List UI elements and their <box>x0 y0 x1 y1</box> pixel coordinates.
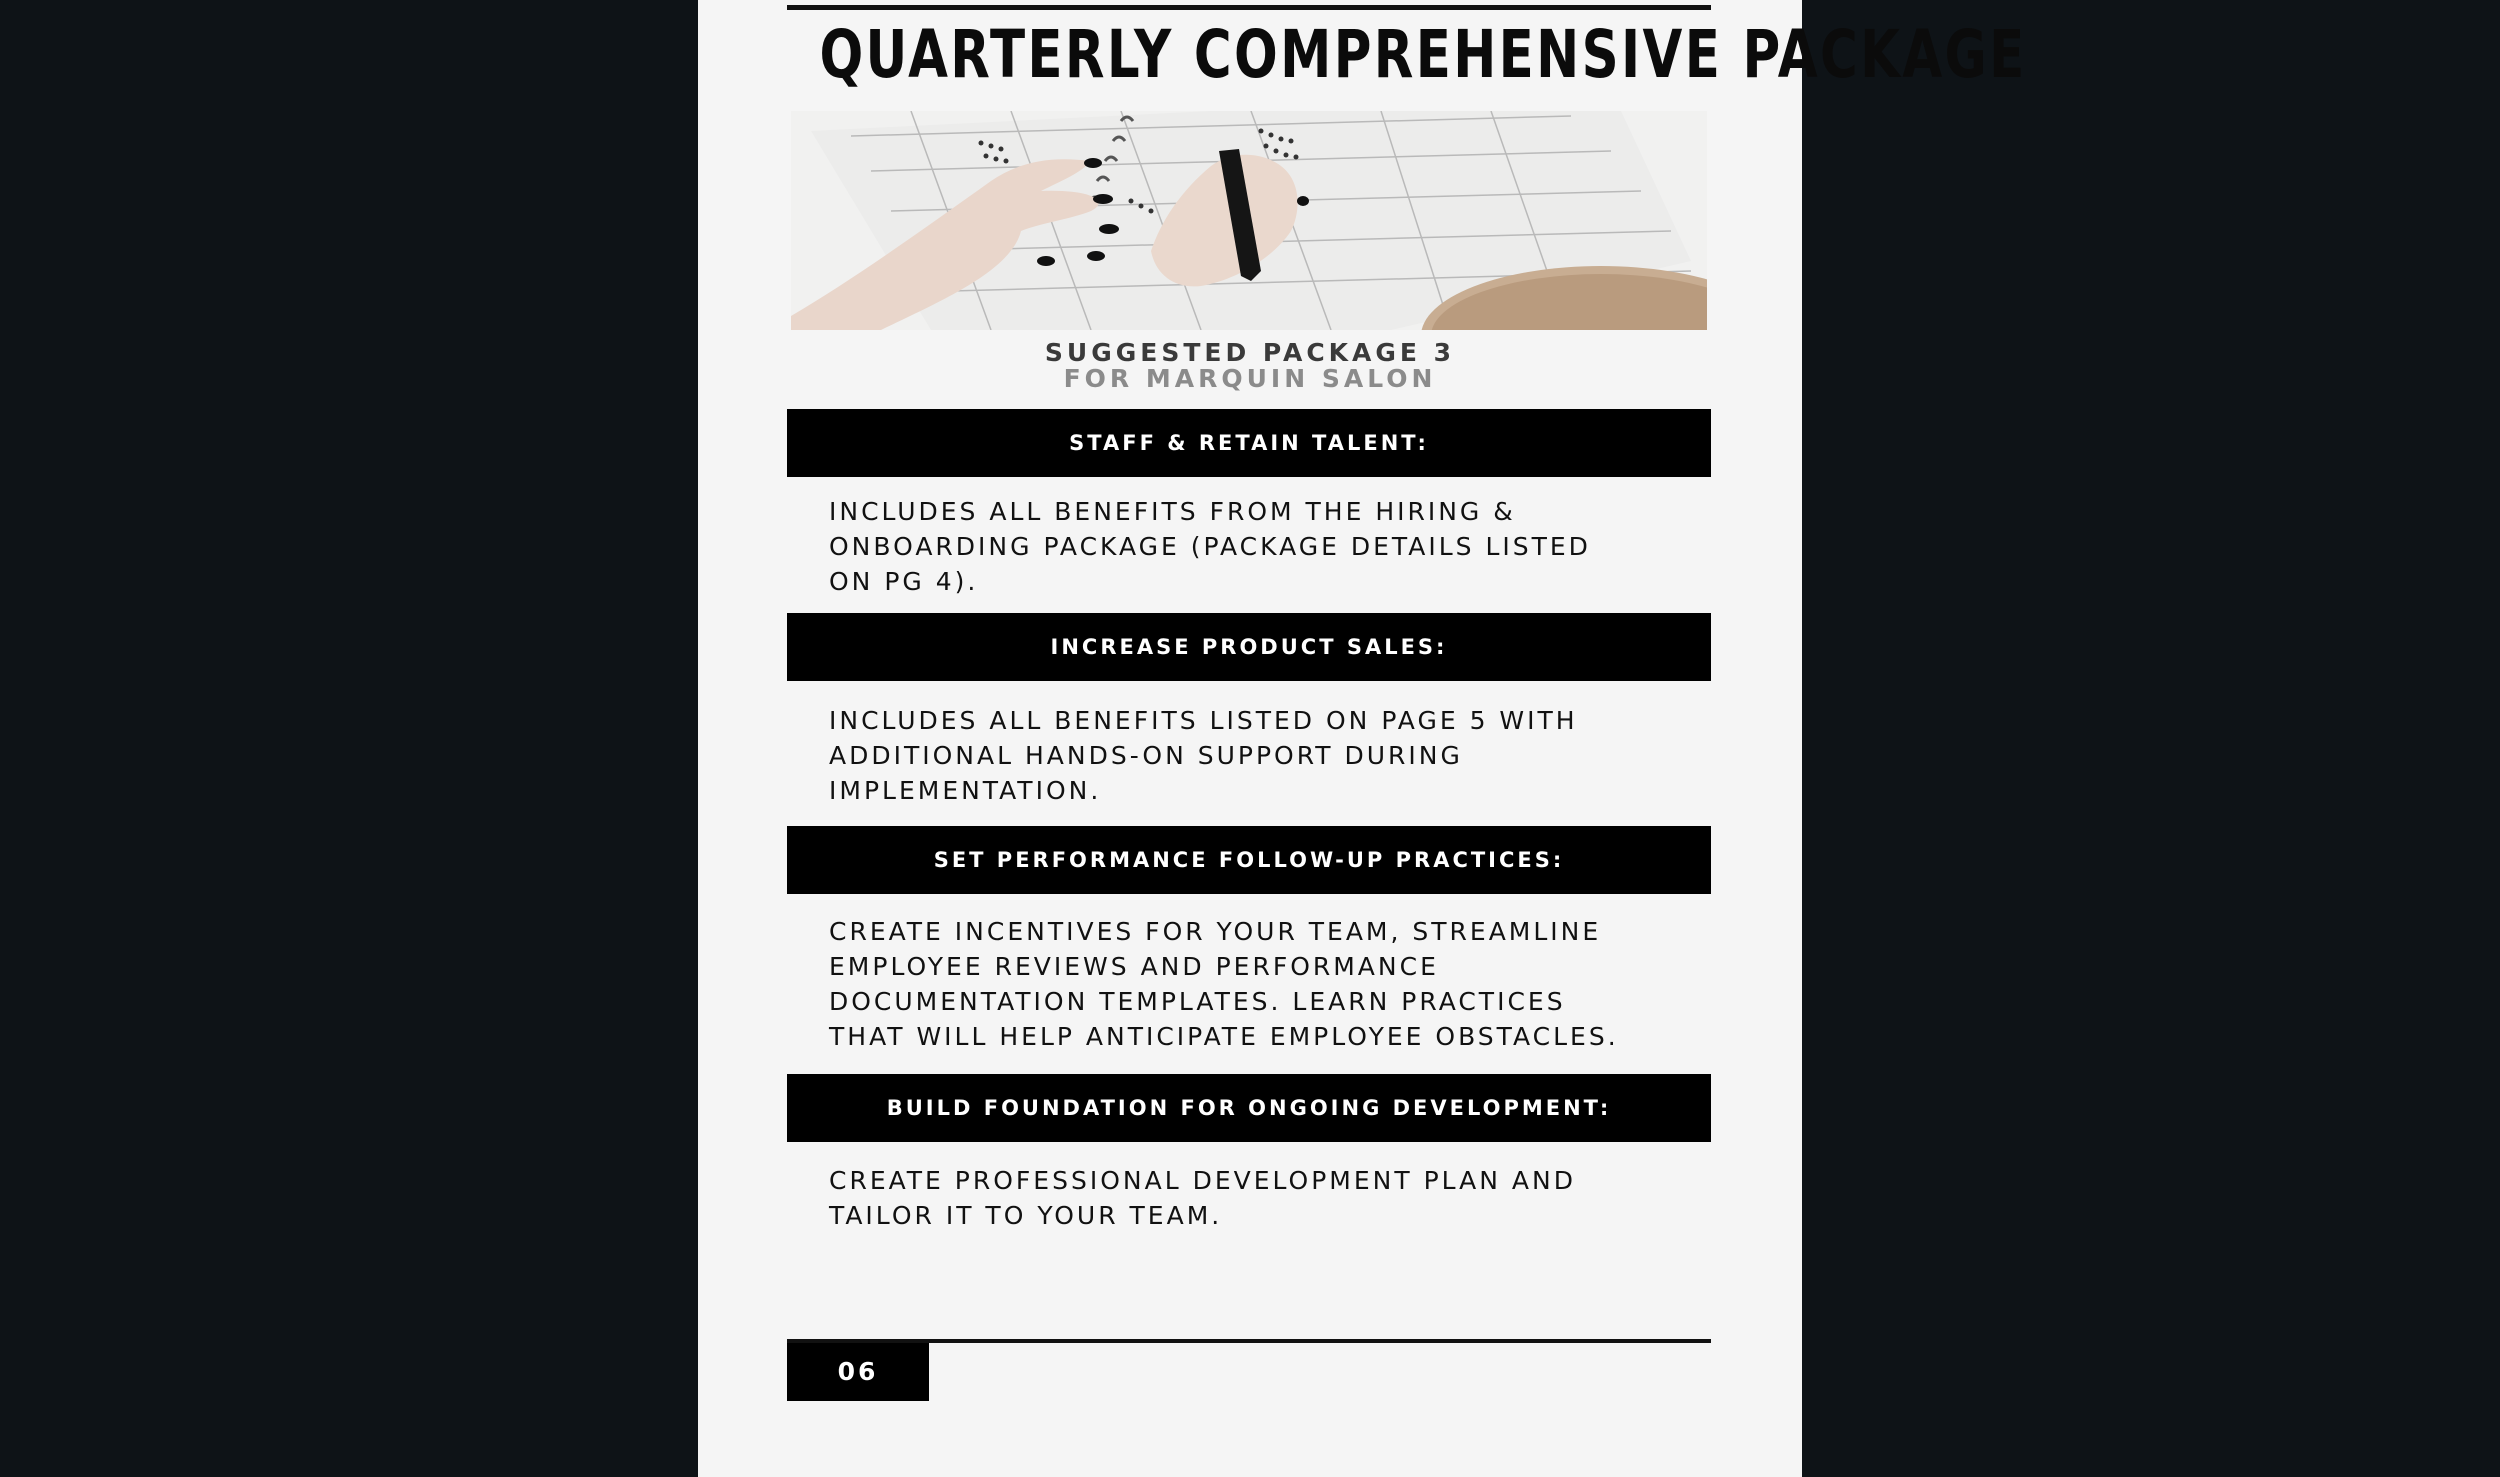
body-line: EMPLOYEE REVIEWS AND PERFORMANCE <box>829 952 1439 981</box>
section-heading: STAFF & RETAIN TALENT: <box>787 409 1711 477</box>
body-line: CREATE PROFESSIONAL DEVELOPMENT PLAN AND <box>829 1166 1576 1195</box>
body-line: DOCUMENTATION TEMPLATES. LEARN PRACTICES <box>829 987 1566 1016</box>
page-number: 06 <box>787 1343 929 1401</box>
section-body <box>829 1163 1689 1233</box>
body-line: INCLUDES ALL BENEFITS LISTED ON PAGE 5 WITH <box>829 706 1578 735</box>
section-heading: BUILD FOUNDATION FOR ONGOING DEVELOPMENT: <box>787 1074 1711 1142</box>
hands-writing-planner-illustration <box>791 111 1707 330</box>
body-line: ON PG 4). <box>829 567 979 596</box>
body-line: TAILOR IT TO YOUR TEAM. <box>829 1201 1223 1230</box>
section-body <box>829 494 1689 599</box>
body-line: ADDITIONAL HANDS-ON SUPPORT DURING <box>829 741 1463 770</box>
body-line: ONBOARDING PACKAGE (PACKAGE DETAILS LISTED <box>829 532 1591 561</box>
section-body <box>829 703 1689 808</box>
body-line: CREATE INCENTIVES FOR YOUR TEAM, STREAMLINE <box>829 917 1602 946</box>
section-body <box>829 914 1689 1054</box>
document-page <box>698 0 2027 1477</box>
body-line: INCLUDES ALL BENEFITS FROM THE HIRING & <box>829 497 1516 526</box>
package-subtitle: SUGGESTED PACKAGE 3 <box>1044 338 1456 367</box>
body-line: IMPLEMENTATION. <box>829 776 1102 805</box>
top-rule <box>787 5 1711 10</box>
section-heading: SET PERFORMANCE FOLLOW-UP PRACTICES: <box>787 826 1711 894</box>
hero-image <box>791 111 1707 330</box>
page-title: QUARTERLY COMPREHENSIVE PACKAGE <box>819 16 2027 93</box>
section-heading: INCREASE PRODUCT SALES: <box>787 613 1711 681</box>
body-line: THAT WILL HELP ANTICIPATE EMPLOYEE OBSTACLES. <box>829 1022 1619 1051</box>
client-line: FOR MARQUIN SALON <box>1063 364 1437 393</box>
